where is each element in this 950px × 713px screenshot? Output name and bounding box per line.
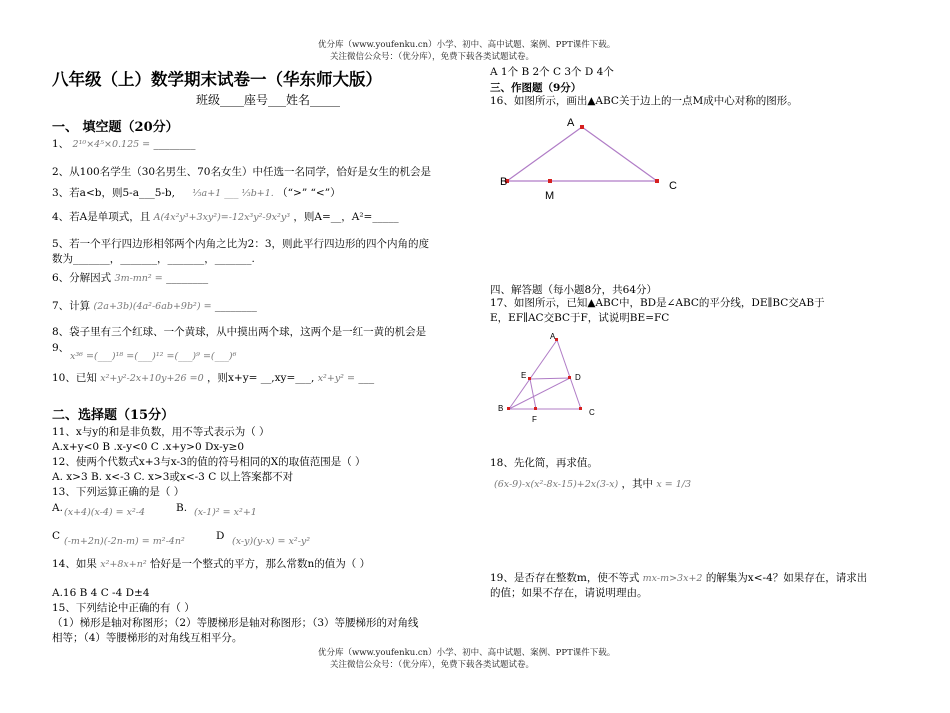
edge-ab bbox=[509, 340, 557, 409]
q18-mid: ，其中 bbox=[621, 478, 654, 490]
q12: 12、使两个代数式x+3与x-3的值的符号相同的X的取值范围是（ ） bbox=[52, 456, 366, 468]
q1 bbox=[52, 138, 196, 151]
q19-line2: 的值；如果不存在，请说明理由。 bbox=[490, 587, 648, 599]
q3-math: ⅓a+1 ___ ⅓b+1. bbox=[192, 188, 274, 199]
q13-option-a bbox=[64, 506, 145, 519]
q7-text: 7、计算 bbox=[52, 300, 91, 312]
q7 bbox=[52, 300, 257, 313]
q7-blank: ________ bbox=[214, 300, 257, 312]
footer-line-1: 优分库（www.youfenku.cn）小学、初中、高中试题、案例、PPT课件下载。 bbox=[318, 648, 616, 658]
q11: 11、x与y的和是非负数，用不等式表示为（ ） bbox=[52, 426, 270, 438]
q13-option-d bbox=[232, 535, 310, 548]
q19-math: mx-m>3x+2 bbox=[642, 573, 703, 584]
q9 bbox=[70, 350, 236, 363]
point-c bbox=[655, 179, 659, 183]
header-line-2: 关注微信公众号：（优分库），免费下载各类试题试卷。 bbox=[330, 52, 535, 62]
q18: 18、先化简，再求值。 bbox=[490, 457, 598, 469]
label-m: M bbox=[545, 190, 555, 202]
point-a bbox=[555, 338, 558, 341]
q19-pre: 19、是否存在整数m，使不等式 bbox=[490, 572, 640, 584]
q13-option-c-label: C bbox=[52, 530, 61, 542]
label-c: C bbox=[669, 180, 677, 192]
q10 bbox=[52, 372, 374, 385]
point-a bbox=[580, 125, 584, 129]
q14-text: 14、如果 bbox=[52, 558, 97, 570]
q5-line2: 数为_______，_______，_______，_______. bbox=[52, 253, 255, 265]
section2-heading: 二、选择题（15分） bbox=[52, 408, 175, 423]
point-c bbox=[579, 407, 582, 410]
q14 bbox=[52, 558, 370, 571]
label-b: B bbox=[498, 404, 504, 413]
q14-math: x²+8x+n² bbox=[100, 559, 147, 570]
section1-heading: 一、 填空题（20分） bbox=[52, 120, 179, 135]
point-m bbox=[548, 179, 552, 183]
q4-text: 4、若A是单项式，且 bbox=[52, 211, 151, 223]
q15: 15、下列结论中正确的有（ ） bbox=[52, 602, 195, 614]
q14-options: A.16 B 4 C -4 D±4 bbox=[52, 587, 150, 599]
triangle-bisector-figure bbox=[494, 328, 604, 424]
q9-math: x³⁶ =(___)¹⁸ =(___)¹² =(___)⁹ =(___)⁶ bbox=[70, 351, 237, 362]
q6-blank: ________ bbox=[166, 272, 209, 284]
segment-de bbox=[530, 378, 570, 379]
q10-math: x²+y²-2x+10y+26 =0 bbox=[100, 373, 204, 384]
q4-tail: ，则A=__，A²=_____ bbox=[293, 211, 399, 223]
page-title: 八年级（上）数学期末试卷一（华东师大版） bbox=[52, 70, 382, 89]
q1-number: 1、 bbox=[52, 138, 70, 150]
q1-blank: ________ bbox=[153, 138, 196, 150]
q10-mid: ，则x+y= __,xy=___, bbox=[206, 372, 315, 384]
section4-heading: 四、解答题（每小题8分，共64分） bbox=[490, 284, 658, 296]
label-f: F bbox=[532, 415, 537, 424]
label-c: C bbox=[589, 408, 595, 417]
q18-value: x = 1/3 bbox=[656, 479, 692, 490]
q5-line1: 5、若一个平行四边形相邻两个内角之比为2：3，则此平行四边形的四个内角的度 bbox=[52, 238, 430, 250]
edge-ab bbox=[507, 127, 582, 181]
q18-math: (6x-9)-x(x²-8x-15)+2x(3-x) bbox=[494, 479, 619, 490]
q1-math: 2¹⁰×4⁵×0.125 = bbox=[72, 139, 151, 150]
q13-option-d-math: (x-y)(y-x) = x²-y² bbox=[232, 536, 311, 547]
q17-line2: E，EF∥AC交BC于F，试说明BE=FC bbox=[490, 312, 670, 324]
q15-line2: 相等；（4）等腰梯形的对角线互相平分。 bbox=[52, 632, 243, 644]
q9-number: 9、 bbox=[52, 342, 70, 354]
footer-line-2: 关注微信公众号：（优分库），免费下载各类试题试卷。 bbox=[330, 660, 535, 670]
section3-heading: 三、作图题（9分） bbox=[490, 82, 582, 94]
q10-math2: x²+y² = bbox=[317, 373, 355, 384]
q16: 16、如图所示，画出▲ABC关于边上的一点M成中心对称的图形。 bbox=[490, 95, 798, 107]
segment-ef bbox=[530, 379, 536, 409]
q3-hint: （“>” “<”） bbox=[277, 187, 341, 199]
q19-post: 的解集为x<-4？如果存在，请求出 bbox=[705, 572, 868, 584]
point-f bbox=[534, 407, 537, 410]
q18-expression bbox=[494, 478, 691, 491]
q15-line1: （1）梯形是轴对称图形；（2）等腰梯形是轴对称图形；（3）等腰梯形的对角线 bbox=[52, 617, 419, 629]
label-b: B bbox=[500, 176, 508, 188]
q11-options: A.x+y<0 B .x-y<0 C .x+y>0 Dx-y≥0 bbox=[52, 441, 245, 453]
q7-math: (2a+3b)(4a²-6ab+9b²) = bbox=[93, 301, 212, 312]
q4 bbox=[52, 211, 399, 224]
q6-text: 6、分解因式 bbox=[52, 272, 112, 284]
q10-text: 10、已知 bbox=[52, 372, 97, 384]
q8: 8、袋子里有三个红球、一个黄球，从中摸出两个球，这两个是一红一黄的机会是 bbox=[52, 326, 427, 338]
q6 bbox=[52, 272, 208, 285]
label-e: E bbox=[521, 371, 527, 380]
student-info: 班级____座号___姓名_____ bbox=[196, 93, 341, 107]
label-a: A bbox=[567, 117, 575, 129]
q3-text: 3、若a<b，则5-a___5-b, bbox=[52, 187, 175, 199]
point-e bbox=[528, 377, 531, 380]
label-d: D bbox=[575, 373, 581, 382]
q13-option-a-label: A. bbox=[52, 502, 63, 514]
q13-option-d-label: D bbox=[216, 530, 225, 542]
q6-math: 3m-mn² = bbox=[114, 273, 163, 284]
q12-options: A. x>3 B. x<-3 C. x>3或x<-3 C 以上答案都不对 bbox=[52, 471, 294, 483]
q15-options: A 1个 B 2个 C 3个 D 4个 bbox=[490, 66, 614, 78]
q2: 2、从100名学生（30名男生、70名女生）中任选一名同学，恰好是女生的机会是 bbox=[52, 166, 431, 178]
header-line-1: 优分库（www.youfenku.cn）小学、初中、高中试题、案例、PPT课件下载。 bbox=[318, 40, 616, 50]
q17-line1: 17、如图所示，已知▲ABC中，BD是∠ABC的平分线，DE∥BC交AB于 bbox=[490, 297, 825, 309]
label-a: A bbox=[550, 332, 556, 341]
segment-bd bbox=[509, 378, 570, 409]
q10-tail: ___ bbox=[358, 372, 375, 384]
q14-tail: 恰好是一个整式的平方，那么常数n的值为（ ） bbox=[149, 558, 371, 570]
point-d bbox=[568, 376, 571, 379]
q19-line1 bbox=[490, 572, 867, 585]
q13-option-b-label: B. bbox=[176, 502, 188, 514]
edge-ac bbox=[582, 127, 657, 181]
q4-math: A(4x²y³+3xy²)=-12x³y²-9x²y³ bbox=[153, 212, 291, 223]
q13-option-b bbox=[194, 506, 257, 519]
q13-option-a-math: (x+4)(x-4) = x²-4 bbox=[64, 507, 146, 518]
q3 bbox=[52, 187, 341, 200]
point-b bbox=[507, 407, 510, 410]
q13-option-c bbox=[64, 535, 185, 548]
q13: 13、下列运算正确的是（ ） bbox=[52, 486, 185, 498]
q13-option-b-math: (x-1)² = x²+1 bbox=[194, 507, 257, 518]
triangle-abc-figure bbox=[495, 112, 695, 207]
q13-option-c-math: (-m+2n)(-2n-m) = m²-4n² bbox=[64, 536, 185, 547]
